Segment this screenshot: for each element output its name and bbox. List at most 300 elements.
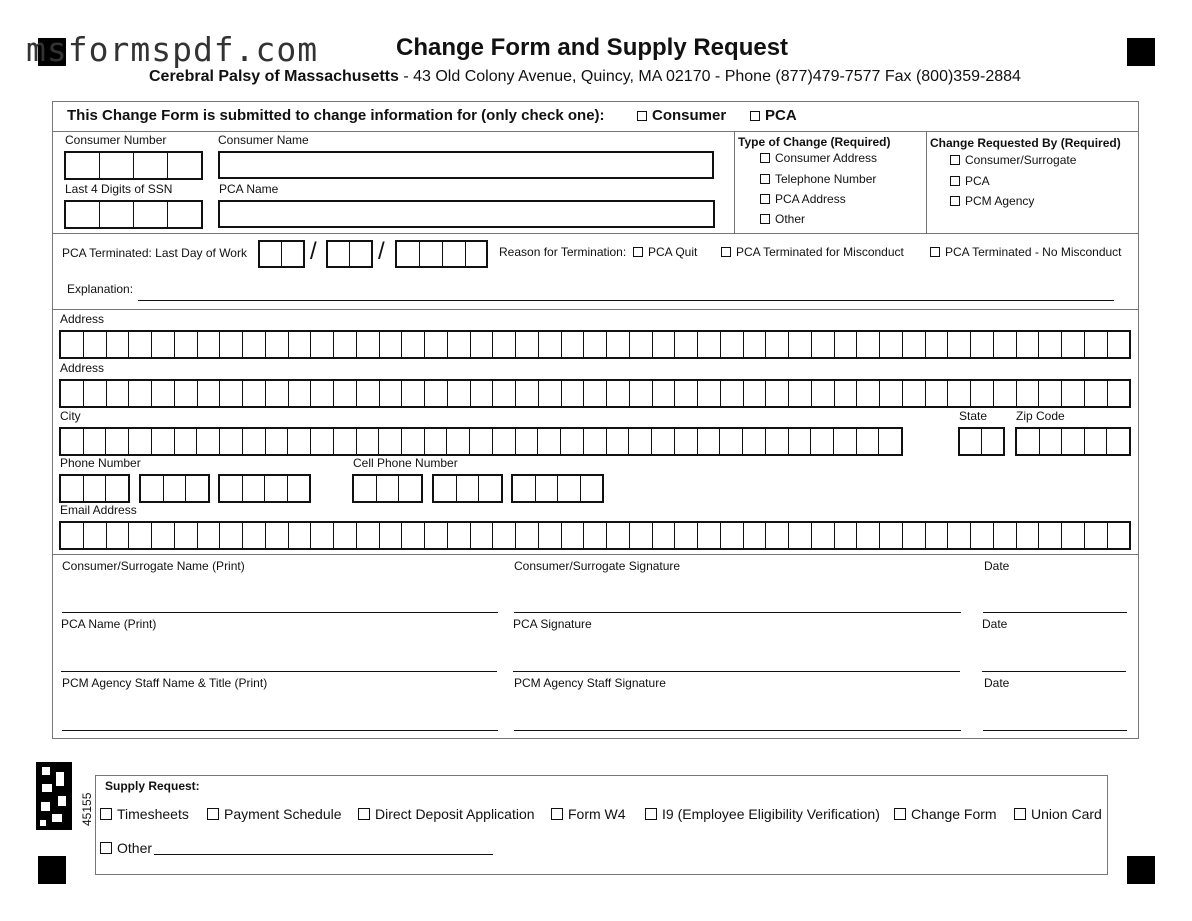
char-cell[interactable] (994, 523, 1017, 548)
state-field[interactable] (958, 427, 1005, 456)
char-cell[interactable] (539, 381, 562, 406)
option-label: Union Card (1031, 806, 1102, 822)
supply-other[interactable] (100, 840, 152, 856)
check-pca[interactable] (750, 107, 797, 124)
char-cell[interactable] (357, 332, 380, 357)
type-pca-address[interactable] (760, 192, 846, 206)
char-cell[interactable] (926, 381, 949, 406)
option-label: Consumer Address (775, 151, 878, 165)
char-cell[interactable] (311, 429, 334, 454)
char-cell[interactable] (630, 381, 653, 406)
char-cell[interactable] (835, 381, 858, 406)
requested-pcm[interactable] (950, 194, 1034, 208)
divider (734, 131, 735, 233)
char-cell[interactable] (744, 332, 767, 357)
char-cell[interactable] (1108, 381, 1130, 406)
char-cell[interactable] (357, 381, 380, 406)
char-cell[interactable] (584, 429, 607, 454)
char-cell[interactable] (220, 476, 243, 501)
email-field[interactable] (59, 521, 1131, 550)
char-cell[interactable] (766, 381, 789, 406)
char-cell[interactable] (141, 476, 164, 501)
char-cell[interactable] (311, 381, 334, 406)
org-contact: - 43 Old Colony Avenue, Quincy, MA 02170 - Phone (877)479-7577 Fax (800)359-2884 (398, 68, 1021, 85)
char-cell[interactable] (653, 381, 676, 406)
char-cell[interactable] (457, 476, 480, 501)
char-cell[interactable] (106, 476, 128, 501)
char-cell[interactable] (266, 523, 289, 548)
char-cell[interactable] (107, 523, 130, 548)
char-cell[interactable] (536, 476, 559, 501)
char-cell[interactable] (493, 332, 516, 357)
checkbox[interactable] (760, 194, 770, 204)
char-cell[interactable] (266, 332, 289, 357)
char-cell[interactable] (607, 523, 630, 548)
char-cell[interactable] (334, 381, 357, 406)
char-cell[interactable] (334, 523, 357, 548)
char-cell[interactable] (399, 476, 421, 501)
checkbox[interactable] (100, 808, 112, 820)
char-cell[interactable] (402, 332, 425, 357)
state-label: State (959, 409, 988, 423)
char-cell[interactable] (880, 332, 903, 357)
char-cell[interactable] (539, 332, 562, 357)
char-cell[interactable] (129, 381, 152, 406)
char-cell[interactable] (903, 381, 926, 406)
term-day-field[interactable] (326, 240, 373, 268)
char-cell[interactable] (186, 476, 208, 501)
pca-print-line[interactable] (61, 671, 497, 672)
char-cell[interactable] (721, 523, 744, 548)
char-cell[interactable] (106, 429, 129, 454)
char-cell[interactable] (744, 381, 767, 406)
char-cell[interactable] (994, 332, 1017, 357)
char-cell[interactable] (1017, 381, 1040, 406)
char-cell[interactable] (198, 523, 221, 548)
cell-label: Cell Phone Number (353, 456, 458, 470)
char-cell[interactable] (1039, 523, 1062, 548)
char-cell[interactable] (584, 381, 607, 406)
char-cell[interactable] (379, 429, 402, 454)
char-cell[interactable] (948, 523, 971, 548)
char-cell[interactable] (926, 332, 949, 357)
char-cell[interactable] (220, 429, 243, 454)
char-cell[interactable] (879, 429, 901, 454)
char-cell[interactable] (61, 429, 84, 454)
char-cell[interactable] (652, 429, 675, 454)
char-cell[interactable] (857, 429, 880, 454)
char-cell[interactable] (289, 381, 312, 406)
char-cell[interactable] (812, 523, 835, 548)
char-cell[interactable] (1085, 429, 1108, 454)
char-cell[interactable] (84, 381, 107, 406)
address2-label: Address (60, 361, 105, 375)
requested-pca[interactable] (950, 174, 990, 188)
char-cell[interactable] (447, 429, 470, 454)
char-cell[interactable] (448, 523, 471, 548)
char-cell[interactable] (766, 523, 789, 548)
explanation-line[interactable] (138, 300, 1114, 301)
char-cell[interactable] (812, 332, 835, 357)
char-cell[interactable] (164, 476, 187, 501)
checkbox[interactable] (551, 808, 563, 820)
char-cell[interactable] (516, 332, 539, 357)
char-cell[interactable] (175, 523, 198, 548)
char-cell[interactable] (402, 429, 425, 454)
char-cell[interactable] (129, 523, 152, 548)
char-cell[interactable] (675, 332, 698, 357)
char-cell[interactable] (311, 332, 334, 357)
char-cell[interactable] (493, 429, 516, 454)
char-cell[interactable] (698, 332, 721, 357)
char-cell[interactable] (562, 381, 585, 406)
char-cell[interactable] (811, 429, 834, 454)
char-cell[interactable] (1108, 523, 1130, 548)
supply-timesheets[interactable] (100, 806, 189, 822)
char-cell[interactable] (789, 381, 812, 406)
char-cell[interactable] (357, 429, 380, 454)
cell-area-field[interactable] (352, 474, 423, 503)
option-label: PCA (965, 174, 990, 188)
date-label: Date (984, 559, 1010, 573)
char-cell[interactable] (129, 429, 152, 454)
consumer-print-line[interactable] (62, 612, 498, 613)
consumer-name-label: Consumer Name (218, 133, 309, 147)
char-cell[interactable] (402, 523, 425, 548)
char-cell[interactable] (1017, 429, 1040, 454)
char-cell[interactable] (288, 476, 310, 501)
char-cell[interactable] (812, 381, 835, 406)
consumer-name-field[interactable] (218, 151, 714, 179)
checkbox[interactable] (930, 247, 940, 257)
char-cell[interactable] (129, 332, 152, 357)
char-cell[interactable] (926, 523, 949, 548)
check-consumer[interactable] (637, 107, 726, 124)
phone-area-field[interactable] (59, 474, 130, 503)
consumer-sig-line[interactable] (514, 612, 961, 613)
char-cell[interactable] (743, 429, 766, 454)
char-cell[interactable] (243, 476, 266, 501)
char-cell[interactable] (744, 523, 767, 548)
char-cell[interactable] (448, 381, 471, 406)
checkbox[interactable] (645, 808, 657, 820)
char-cell[interactable] (880, 523, 903, 548)
char-cell[interactable] (948, 381, 971, 406)
supply-i9[interactable] (645, 806, 880, 822)
last4-label: Last 4 Digits of SSN (65, 182, 173, 196)
option-label: I9 (Employee Eligibility Verification) (662, 806, 880, 822)
reason-misconduct[interactable] (721, 245, 904, 259)
char-cell[interactable] (61, 523, 84, 548)
char-cell[interactable] (1017, 523, 1040, 548)
char-cell[interactable] (434, 476, 457, 501)
last4-ssn-field[interactable] (64, 200, 203, 229)
char-cell[interactable] (220, 523, 243, 548)
char-cell[interactable] (1062, 381, 1085, 406)
char-cell[interactable] (334, 429, 357, 454)
char-cell[interactable] (1039, 381, 1062, 406)
phone-prefix-field[interactable] (139, 474, 210, 503)
char-cell[interactable] (516, 381, 539, 406)
char-cell[interactable] (1062, 332, 1085, 357)
char-cell[interactable] (243, 429, 266, 454)
char-cell[interactable] (971, 523, 994, 548)
date-label: Date (984, 676, 1010, 690)
char-cell[interactable] (766, 332, 789, 357)
char-cell[interactable] (425, 429, 448, 454)
char-cell[interactable] (380, 332, 403, 357)
option-label: Change Form (911, 806, 997, 822)
consumer-number-label: Consumer Number (65, 133, 167, 147)
char-cell[interactable] (425, 523, 448, 548)
char-cell[interactable] (288, 429, 311, 454)
date-slash: / (310, 238, 317, 265)
char-cell[interactable] (152, 332, 175, 357)
char-cell[interactable] (243, 381, 266, 406)
char-cell[interactable] (880, 381, 903, 406)
char-cell[interactable] (198, 381, 221, 406)
char-cell[interactable] (1085, 381, 1108, 406)
registration-mark-bottom-left (38, 856, 66, 884)
char-cell[interactable] (562, 332, 585, 357)
cell-prefix-field[interactable] (432, 474, 503, 503)
checkbox[interactable] (207, 808, 219, 820)
char-cell[interactable] (1039, 332, 1062, 357)
char-cell[interactable] (107, 332, 130, 357)
checkbox[interactable] (950, 155, 960, 165)
char-cell[interactable] (61, 476, 84, 501)
cell-line-field[interactable] (511, 474, 604, 503)
char-cell[interactable] (903, 523, 926, 548)
char-cell[interactable] (84, 523, 107, 548)
char-cell[interactable] (220, 381, 243, 406)
checkbox[interactable] (721, 247, 731, 257)
reason-quit[interactable] (633, 245, 697, 259)
staff-date-line[interactable] (983, 730, 1127, 731)
char-cell[interactable] (220, 332, 243, 357)
type-consumer-address[interactable] (760, 151, 877, 165)
char-cell[interactable] (84, 476, 107, 501)
char-cell[interactable] (835, 332, 858, 357)
char-cell[interactable] (354, 476, 377, 501)
char-cell[interactable] (380, 381, 403, 406)
char-cell[interactable] (471, 381, 494, 406)
char-cell[interactable] (789, 429, 812, 454)
char-cell[interactable] (630, 523, 653, 548)
checkbox[interactable] (950, 196, 960, 206)
char-cell[interactable] (84, 332, 107, 357)
char-cell[interactable] (175, 332, 198, 357)
char-cell[interactable] (513, 476, 536, 501)
char-cell[interactable] (377, 476, 400, 501)
char-cell[interactable] (834, 429, 857, 454)
char-cell[interactable] (653, 332, 676, 357)
option-label: Consumer/Surrogate (965, 153, 1077, 167)
supply-payment-schedule[interactable] (207, 806, 342, 822)
option-label: PCA Terminated - No Misconduct (945, 245, 1122, 259)
char-cell[interactable] (561, 429, 584, 454)
phone-label: Phone Number (60, 456, 141, 470)
char-cell[interactable] (994, 381, 1017, 406)
checkbox[interactable] (1014, 808, 1026, 820)
consumer-print-label: Consumer/Surrogate Name (Print) (62, 559, 245, 573)
requested-consumer[interactable] (950, 153, 1076, 167)
char-cell[interactable] (581, 476, 603, 501)
supply-other-line[interactable] (154, 854, 493, 855)
termination-label: PCA Terminated: Last Day of Work (62, 246, 247, 260)
char-cell[interactable] (357, 523, 380, 548)
char-cell[interactable] (107, 381, 130, 406)
supply-change-form[interactable] (894, 806, 997, 822)
checkbox[interactable] (894, 808, 906, 820)
checkbox[interactable] (633, 247, 643, 257)
char-cell[interactable] (1107, 429, 1129, 454)
char-cell[interactable] (470, 429, 493, 454)
char-cell[interactable] (607, 381, 630, 406)
supply-form-w4[interactable] (551, 806, 626, 822)
char-cell[interactable] (516, 429, 539, 454)
char-cell[interactable] (84, 429, 107, 454)
char-cell[interactable] (175, 429, 198, 454)
char-cell[interactable] (198, 332, 221, 357)
char-cell[interactable] (1040, 429, 1063, 454)
consumer-number-field[interactable] (64, 151, 203, 180)
supply-union-card[interactable] (1014, 806, 1102, 822)
char-cell[interactable] (289, 332, 312, 357)
char-cell[interactable] (789, 523, 812, 548)
char-cell[interactable] (493, 523, 516, 548)
char-cell[interactable] (152, 523, 175, 548)
char-cell[interactable] (971, 332, 994, 357)
option-label: Telephone Number (775, 172, 877, 186)
term-month-field[interactable] (258, 240, 305, 268)
pca-name-field[interactable] (218, 200, 715, 228)
char-cell[interactable] (653, 523, 676, 548)
char-cell[interactable] (675, 381, 698, 406)
char-cell[interactable] (425, 381, 448, 406)
char-cell[interactable] (311, 523, 334, 548)
char-cell[interactable] (61, 332, 84, 357)
char-cell[interactable] (789, 332, 812, 357)
char-cell[interactable] (243, 332, 266, 357)
checkbox[interactable] (358, 808, 370, 820)
staff-print-line[interactable] (62, 730, 498, 731)
char-cell[interactable] (857, 381, 880, 406)
pca-sig-label: PCA Signature (513, 617, 592, 631)
char-cell[interactable] (720, 429, 743, 454)
char-cell[interactable] (721, 381, 744, 406)
consumer-date-line[interactable] (983, 612, 1127, 613)
char-cell[interactable] (675, 523, 698, 548)
char-cell[interactable] (493, 381, 516, 406)
reason-no-misconduct[interactable] (930, 245, 1122, 259)
char-cell[interactable] (1085, 523, 1108, 548)
char-cell[interactable] (266, 381, 289, 406)
char-cell[interactable] (766, 429, 789, 454)
char-cell[interactable] (948, 332, 971, 357)
char-cell[interactable] (857, 332, 880, 357)
checkbox[interactable] (750, 111, 760, 121)
checkbox[interactable] (950, 176, 960, 186)
char-cell[interactable] (243, 523, 266, 548)
pca-sig-line[interactable] (513, 671, 960, 672)
char-cell[interactable] (334, 332, 357, 357)
checkbox[interactable] (760, 214, 770, 224)
char-cell[interactable] (607, 332, 630, 357)
checkbox[interactable] (760, 153, 770, 163)
char-cell[interactable] (630, 332, 653, 357)
pca-date-line[interactable] (982, 671, 1126, 672)
char-cell[interactable] (538, 429, 561, 454)
type-other[interactable] (760, 212, 805, 226)
address1-field[interactable] (59, 330, 1131, 359)
char-cell[interactable] (539, 523, 562, 548)
char-cell[interactable] (266, 429, 289, 454)
char-cell[interactable] (471, 523, 494, 548)
char-cell[interactable] (425, 332, 448, 357)
char-cell[interactable] (698, 381, 721, 406)
char-cell[interactable] (289, 523, 312, 548)
char-cell[interactable] (152, 429, 175, 454)
divider (926, 131, 927, 233)
char-cell[interactable] (380, 523, 403, 548)
char-cell[interactable] (448, 332, 471, 357)
char-cell[interactable] (721, 332, 744, 357)
char-cell[interactable] (152, 381, 175, 406)
phone-line-field[interactable] (218, 474, 311, 503)
char-cell[interactable] (698, 523, 721, 548)
type-telephone[interactable] (760, 172, 876, 186)
char-cell[interactable] (265, 476, 288, 501)
char-cell[interactable] (584, 523, 607, 548)
char-cell[interactable] (971, 381, 994, 406)
char-cell[interactable] (558, 476, 581, 501)
char-cell[interactable] (1062, 429, 1085, 454)
checkbox[interactable] (637, 111, 647, 121)
char-cell[interactable] (1062, 523, 1085, 548)
char-cell[interactable] (175, 381, 198, 406)
char-cell[interactable] (698, 429, 721, 454)
char-cell[interactable] (471, 332, 494, 357)
checkbox[interactable] (100, 842, 112, 854)
checkbox[interactable] (760, 174, 770, 184)
char-cell[interactable] (1108, 332, 1130, 357)
char-cell[interactable] (197, 429, 220, 454)
char-cell[interactable] (857, 523, 880, 548)
staff-sig-line[interactable] (514, 730, 961, 731)
char-cell[interactable] (1017, 332, 1040, 357)
supply-direct-deposit[interactable] (358, 806, 535, 822)
pca-name-label: PCA Name (219, 182, 279, 196)
address2-field[interactable] (59, 379, 1131, 408)
option-label: Payment Schedule (224, 806, 342, 822)
char-cell[interactable] (607, 429, 630, 454)
city-field[interactable] (59, 427, 903, 456)
char-cell[interactable] (562, 523, 585, 548)
char-cell[interactable] (61, 381, 84, 406)
char-cell[interactable] (479, 476, 501, 501)
char-cell[interactable] (1085, 332, 1108, 357)
char-cell[interactable] (402, 381, 425, 406)
char-cell[interactable] (835, 523, 858, 548)
char-cell[interactable] (675, 429, 698, 454)
char-cell[interactable] (629, 429, 652, 454)
char-cell[interactable] (516, 523, 539, 548)
char-cell[interactable] (584, 332, 607, 357)
zip-field[interactable] (1015, 427, 1131, 456)
term-year-field[interactable] (395, 240, 488, 268)
char-cell[interactable] (903, 332, 926, 357)
